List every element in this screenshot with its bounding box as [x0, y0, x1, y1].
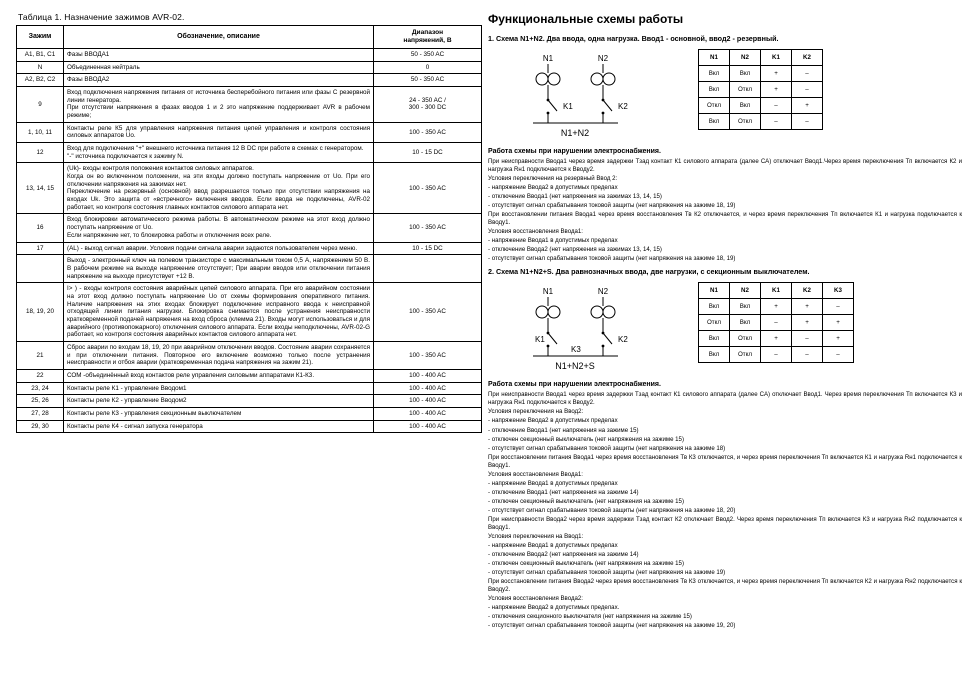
- scheme2-truth-row: [699, 299, 854, 315]
- scheme1-truth-cell: –: [761, 114, 792, 130]
- scheme1-label-n1: N1: [542, 54, 554, 63]
- terminals-table-body: [17, 49, 482, 433]
- cell-terminal: 25, 26: [17, 395, 64, 408]
- table-row: [17, 49, 482, 62]
- scheme2-paragraph: При восстановлении питания Ввода1 через время восстановления Тв К3 отключается, и через время переключения Тп включается К1 и нагрузка Rн1 подключается к Вводу1.: [488, 453, 962, 469]
- scheme2-truth-header-cell: K1: [761, 283, 792, 299]
- cell-description: Контакты реле К1 - управление Вводом1: [64, 382, 374, 395]
- scheme2-svg: [493, 284, 683, 374]
- cell-terminal: 29, 30: [17, 420, 64, 433]
- table-row: [17, 255, 482, 283]
- cell-description: Контакты реле К3 - управления секционным выключателем: [64, 407, 374, 420]
- cell-voltage: 100 - 400 AC: [374, 407, 482, 420]
- header-voltage-line2: напряжений, В: [403, 37, 452, 45]
- scheme1-truth-cell: Вкл: [699, 82, 730, 98]
- table-row: [17, 163, 482, 214]
- cell-description: Сброс аварии по входам 18, 19, 20 при аварийном отключении вводов. Состояние аварии сохраняется и при отключении питания. Повторное его включение возможно только после устранения неисправности и отбоя аварии (кратковременная подача напряжения на зажим 21).: [64, 341, 374, 369]
- terminals-table: [16, 25, 482, 433]
- cell-voltage: 100 - 350 AC: [374, 163, 482, 214]
- scheme2-truth-cell: –: [823, 347, 854, 363]
- scheme1-work-title: Работа схемы при нарушении электроснабжения.: [488, 148, 661, 155]
- scheme2-label-k1: K1: [535, 335, 545, 345]
- scheme1-truth-cell: Вкл: [699, 114, 730, 130]
- cell-description: Фазы ВВОДА2: [64, 74, 374, 87]
- scheme2-truth-cell: Откл: [699, 315, 730, 331]
- table-row: [17, 341, 482, 369]
- scheme2-truth-cell: +: [761, 331, 792, 347]
- scheme2-truth-cell: Откл: [730, 347, 761, 363]
- scheme1-paragraph: - отключение Ввода2 (нет напряжения на зажимах 13, 14, 15): [488, 246, 662, 254]
- cell-terminal: 27, 28: [17, 407, 64, 420]
- table-row: [17, 407, 482, 420]
- scheme2-heading: 2. Схема N1+N2+S. Два равнозначных ввода, две нагрузки, с секционным выключателем.: [488, 267, 810, 277]
- scheme2-truth-cell: Откл: [730, 331, 761, 347]
- scheme1-paragraph: Условия восстановления Ввода1:: [488, 228, 583, 236]
- cell-terminal: 17: [17, 242, 64, 255]
- scheme1-truth-row: [699, 98, 823, 114]
- scheme1-paragraph: - отсутствует сигнал срабатывания токовой защиты (нет напряжения на зажиме 18, 19): [488, 202, 736, 210]
- scheme2-paragraph: Условия восстановления Ввода2:: [488, 595, 583, 603]
- scheme2-paragraph: При неисправности Ввода2 через время задержки Тзад контакт К2 отключает Ввод2. Через время переключения Тп включается К3 и нагрузка Rн2 подключается к Вводу1.: [488, 515, 962, 531]
- cell-voltage: 10 - 15 DC: [374, 242, 482, 255]
- scheme2-truth-cell: –: [792, 347, 823, 363]
- cell-description: (AL) - выход сигнал аварии. Условия подачи сигнала аварии задаются пользователем через меню.: [64, 242, 374, 255]
- scheme1-truth-cell: Вкл: [699, 66, 730, 82]
- scheme1-paragraph: - напряжение Ввода1 в допустимых пределах: [488, 237, 618, 245]
- scheme2-truth-header-cell: K2: [792, 283, 823, 299]
- scheme2-truth-cell: Вкл: [699, 299, 730, 315]
- scheme1-truth-cell: +: [792, 98, 823, 114]
- scheme2-truth-cell: –: [761, 315, 792, 331]
- scheme2-paragraph: - напряжение Ввода1 в допустимых пределах: [488, 479, 618, 487]
- scheme1-paragraph: Условия переключения на резервный Ввод 2:: [488, 175, 618, 183]
- scheme2-truth-header-cell: N2: [730, 283, 761, 299]
- scheme1-truth-row: [699, 114, 823, 130]
- cell-voltage: 100 - 400 AC: [374, 369, 482, 382]
- scheme2-paragraph: При восстановлении питания Ввода2 через время восстановления Тв К3 отключается, и через время переключения Тп включается К2 и нагрузка Rн2 подключается к Вводу2.: [488, 578, 962, 594]
- cell-voltage: 100 - 400 AC: [374, 382, 482, 395]
- scheme2-truth-cell: Вкл: [699, 331, 730, 347]
- scheme2-row: [488, 282, 962, 374]
- scheme1-truth-cell: Вкл: [730, 98, 761, 114]
- scheme2-paragraph: - отсутствует сигнал срабатывания токовой защиты (нет напряжения на зажиме 18): [488, 444, 726, 452]
- scheme2-paragraph: - напряжение Ввода2 в допустимых пределах.: [488, 604, 620, 612]
- scheme2-paragraph: - отсутствует сигнал срабатывания токовой защиты (нет напряжения на зажиме 19, 20): [488, 622, 736, 630]
- scheme1-paragraph: - отсутствует сигнал срабатывания токовой защиты (нет напряжения на зажиме 18, 19): [488, 255, 736, 263]
- scheme2-paragraph: - отсутствует сигнал срабатывания токовой защиты (нет напряжения на зажиме 18, 20): [488, 506, 736, 514]
- cell-terminal: 22: [17, 369, 64, 382]
- cell-voltage: 100 - 400 AC: [374, 420, 482, 433]
- table-row: [17, 74, 482, 87]
- scheme2-truth-header-cell: K3: [823, 283, 854, 299]
- cell-terminal: A2, B2, C2: [17, 74, 64, 87]
- scheme1-paragraph: - отключение Ввода1 (нет напряжения на зажимах 13, 14, 15): [488, 193, 662, 201]
- table-row: [17, 122, 482, 142]
- cell-description: СОМ -объединённый вход контактов реле управления силовыми аппаратами К1-К3.: [64, 369, 374, 382]
- cell-description: Контакты реле К4 - сигнал запуска генератора: [64, 420, 374, 433]
- scheme1-truth-header-cell: N2: [730, 50, 761, 66]
- scheme2-paragraph: - отключения секционного выключателя (нет напряжения на зажиме 15): [488, 613, 692, 621]
- cell-terminal: 16: [17, 214, 64, 242]
- section-title: Функциональные схемы работы: [488, 12, 684, 26]
- scheme2-label-k3: K3: [571, 345, 581, 355]
- cell-terminal: 12: [17, 143, 64, 163]
- cell-description: Вход подключения напряжения питания от источника бесперебойного питания или фазы С резервной линии генератора. При отсутствии напряжения в фазах вводов 1 и 2 это напряжение поддерживает AVR в рабочем режиме;: [64, 87, 374, 123]
- scheme1-paragraph: При восстановлении питания Ввода1 через время восстановления Тв К2 отключается, и через время переключения Тп включается К1 и нагрузка подключается к Вводу1.: [488, 211, 962, 227]
- scheme2-truth-cell: +: [823, 315, 854, 331]
- cell-description: Объединенная нейтраль: [64, 61, 374, 74]
- scheme2-truth-row: [699, 315, 854, 331]
- cell-voltage: 0: [374, 61, 482, 74]
- table-row: [17, 395, 482, 408]
- table-caption: Таблица 1. Назначение зажимов AVR-02.: [18, 12, 185, 22]
- scheme2-paragraph: - отключен секционный выключатель (нет напряжения на зажиме 15): [488, 559, 684, 567]
- scheme2-truth-cell: –: [761, 347, 792, 363]
- table-row: [17, 143, 482, 163]
- cell-terminal: 21: [17, 341, 64, 369]
- scheme1-truth-cell: –: [792, 66, 823, 82]
- scheme2-label-k2: K2: [618, 335, 628, 345]
- cell-voltage: 24 - 350 AC / 300 - 300 DC: [374, 87, 482, 123]
- cell-terminal: 23, 24: [17, 382, 64, 395]
- table-row: [17, 61, 482, 74]
- scheme2-paragraph: - напряжение Ввода2 в допустимых пределах: [488, 417, 618, 425]
- cell-voltage: 100 - 350 AC: [374, 283, 482, 342]
- table-row: [17, 214, 482, 242]
- table-row: [17, 87, 482, 123]
- scheme2-truth-cell: –: [823, 299, 854, 315]
- scheme1-truth-table: [698, 49, 823, 130]
- scheme1-truth-cell: +: [761, 82, 792, 98]
- scheme1-truth-cell: –: [761, 98, 792, 114]
- scheme2-truth-cell: Вкл: [730, 315, 761, 331]
- table-row: [17, 420, 482, 433]
- left-column: [12, 8, 474, 687]
- scheme2-paragraph: - отключение Ввода1 (нет напряжения на зажиме 14): [488, 488, 639, 496]
- scheme2-truth-cell: +: [792, 299, 823, 315]
- cell-voltage: 50 - 350 AC: [374, 49, 482, 62]
- scheme1-truth-cell: –: [792, 114, 823, 130]
- cell-voltage: 10 - 15 DC: [374, 143, 482, 163]
- scheme1-truth-row: [699, 82, 823, 98]
- table-row: [17, 242, 482, 255]
- cell-description: (Uk)- входы контроля положения контактов силовых аппаратов. Когда он во включенном положении, на эти входы должно поступать напряжение от Uo. При его отключении напряжения на зажимах нет. Переключение на резервный (основной) ввод разрешается только при отсутствии напряжения на входах Uk. Это защита от «встречного» включения вводов. Если ввода не подключены, AVR-02 работает, но контроля состояния главных контактов силового аппарата нет.: [64, 163, 374, 214]
- scheme2-diagram: [488, 282, 688, 374]
- scheme2-label-n2: N2: [597, 287, 609, 297]
- scheme2-text: [488, 391, 962, 630]
- scheme1-paragraph: При неисправности Ввода1 через время задержки Тзад контакт К1 силового аппарата (далее СА) отключает Ввод1.Через время переключения Тп включается К2 и нагрузка Rн1 подключается к Вводу2.: [488, 158, 962, 174]
- cell-voltage: 100 - 350 AC: [374, 122, 482, 142]
- table-header-row: [17, 26, 482, 49]
- scheme1-row: [488, 49, 962, 141]
- scheme2-paragraph: - отсутствует сигнал срабатывания токовой защиты (нет напряжения на зажиме 19): [488, 569, 726, 576]
- cell-terminal: [17, 255, 64, 283]
- scheme2-paragraph: Условия переключения на Ввод1:: [488, 532, 584, 540]
- cell-terminal: 13, 14, 15: [17, 163, 64, 214]
- scheme1-label-k1: K1: [563, 102, 573, 111]
- scheme2-truth-header-cell: N1: [699, 283, 730, 299]
- scheme1-truth-cell: Откл: [730, 82, 761, 98]
- scheme1-truth-cell: Вкл: [730, 66, 761, 82]
- scheme2-truth-cell: +: [823, 331, 854, 347]
- scheme1-label-n2: N2: [597, 54, 609, 63]
- cell-voltage: 100 - 350 AC: [374, 214, 482, 242]
- scheme1-label-k2: K2: [618, 102, 628, 111]
- scheme2-label-n1: N1: [542, 287, 554, 297]
- header-terminal: Зажим: [17, 26, 64, 49]
- header-voltage-line1: Диапазон: [411, 29, 444, 36]
- scheme1-heading: 1. Схема N1+N2. Два ввода, одна нагрузка. Ввод1 - основной, ввод2 - резервный.: [488, 34, 779, 43]
- scheme2-truth-cell: +: [761, 299, 792, 315]
- cell-terminal: N: [17, 61, 64, 74]
- scheme2-truth-header-row: [699, 283, 854, 299]
- cell-terminal: A1, B1, C1: [17, 49, 64, 62]
- cell-description: Вход блокировки автоматического режима работы. В автоматическом режиме на этот вход должно поступать напряжение от Uo. Если напряжение нет, то блокировка работы и отключения всех реле.: [64, 214, 374, 242]
- scheme2-paragraph: - напряжение Ввода1 в допустимых пределах: [488, 541, 618, 549]
- cell-description: Фазы ВВОДА1: [64, 49, 374, 62]
- cell-terminal: 1, 10, 11: [17, 122, 64, 142]
- scheme2-caption: N1+N2+S: [555, 361, 595, 372]
- scheme2-truth-cell: Вкл: [730, 299, 761, 315]
- scheme1-text: [488, 158, 962, 263]
- scheme2-truth-row: [699, 331, 854, 347]
- scheme2-truth-cell: Вкл: [699, 347, 730, 363]
- cell-description: Контакты реле К2 - управление Вводом2: [64, 395, 374, 408]
- scheme1-svg: [493, 51, 683, 141]
- scheme1-truth-header-cell: N1: [699, 50, 730, 66]
- cell-voltage: 100 - 350 AC: [374, 341, 482, 369]
- cell-terminal: 18, 19, 20: [17, 283, 64, 342]
- scheme2-paragraph: - отключение Ввода1 (нет напряжения на зажиме 15): [488, 426, 639, 434]
- cell-description: Выход - электронный ключ на полевом транзисторе с максимальным током 0,5 А, напряжением 50 В. В рабочем режиме на выходе напряжение отсутствует; При аварии вводов или отключении питания напряжение на выходе присутствует +12 В.: [64, 255, 374, 283]
- scheme1-truth-cell: –: [792, 82, 823, 98]
- header-description: Обозначение, описание: [64, 26, 374, 49]
- scheme2-paragraph: - отключен секционный выключатель (нет напряжения на зажиме 15): [488, 435, 684, 443]
- scheme2-truth-table: [698, 282, 854, 363]
- right-column: [484, 8, 962, 687]
- cell-terminal: 9: [17, 87, 64, 123]
- scheme1-diagram: [488, 49, 688, 141]
- cell-voltage: 50 - 350 AC: [374, 74, 482, 87]
- scheme1-truth-header-cell: K1: [761, 50, 792, 66]
- scheme2-paragraph: - отключен секционный выключатель (нет напряжения на зажиме 15): [488, 497, 684, 505]
- header-voltage: [374, 26, 482, 49]
- scheme2-paragraph: Условия переключения на Ввод2:: [488, 408, 584, 416]
- scheme2-paragraph: При неисправности Ввода1 через время задержки Тзад контакт К1 силового аппарата (далее СА) отключает Ввод1. Через время переключения Тп включается К3 и нагрузка Rн1 подключается к Вводу2.: [488, 391, 962, 407]
- scheme2-truth-row: [699, 347, 854, 363]
- cell-voltage: [374, 255, 482, 283]
- scheme1-truth-row: [699, 66, 823, 82]
- scheme2-paragraph: - отключение Ввода2 (нет напряжения на зажиме 14): [488, 550, 639, 558]
- table-row: [17, 382, 482, 395]
- scheme1-caption: N1+N2: [560, 128, 590, 138]
- table-row: [17, 369, 482, 382]
- scheme2-truth-cell: –: [792, 331, 823, 347]
- scheme1-truth-cell: Откл: [699, 98, 730, 114]
- scheme1-truth-cell: Откл: [730, 114, 761, 130]
- scheme1-truth-header-row: [699, 50, 823, 66]
- scheme2-truth-cell: +: [792, 315, 823, 331]
- scheme2-work-title: Работа схемы при нарушении электроснабжения.: [488, 381, 661, 389]
- cell-voltage: 100 - 400 AC: [374, 395, 482, 408]
- scheme1-truth-cell: +: [761, 66, 792, 82]
- table-row: [17, 283, 482, 342]
- cell-description: I> ) - входы контроля состояния аварийных цепей силового аппарата. При его аварийном состоянии на этот вход должно поступать напряжение Uo от схемы формирования оперативного питания. Наличие напряжения на этих входах блокирует подключение исправного ввода к неисправной отходящей линии питания нагрузки. Блокировка снимается после устранения неисправности кратковременной подачей напряжения на вход сброса (клемма 21). Входы могут использоваться и для аварийного (противопожарного) отключения силового аппарата. Если входы неподключены, AVR-02-G работает, но контроля состояния аварийных контактов силового аппарата нет.: [64, 283, 374, 342]
- scheme1-truth-header-cell: K2: [792, 50, 823, 66]
- cell-description: Контакты реле К5 для управления напряжения питания цепей управления и контроля состояния силовых аппаратов Uo.: [64, 122, 374, 142]
- scheme2-paragraph: Условия восстановления Ввода1:: [488, 470, 583, 478]
- scheme1-paragraph: - напряжение Ввода2 в допустимых пределах: [488, 184, 618, 192]
- cell-description: Вход для подключения "+" внешнего источника питания 12 В DC при работе в схемах с генератором. "-" источника подключается к зажиму N.: [64, 143, 374, 163]
